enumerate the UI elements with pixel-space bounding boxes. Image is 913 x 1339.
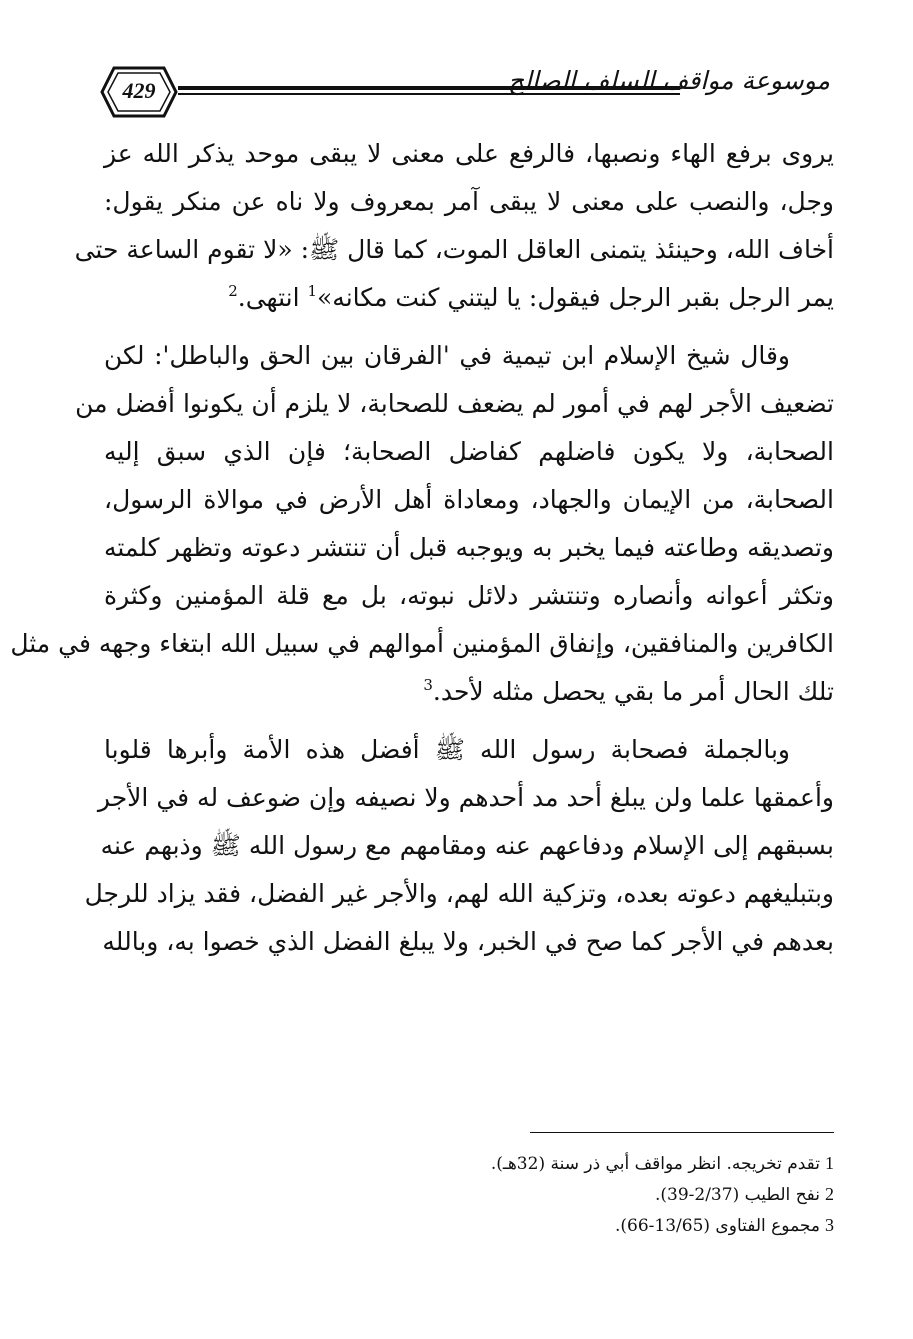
footnote-text: تقدم تخريجه. انظر مواقف أبي ذر سنة (32هـ). [490,1154,820,1174]
text-line: وبتبليغهم دعوته بعده، وتزكية الله لهم، والأجر غير الفضل، فقد يزاد للرجل [84,879,834,908]
text-line: وقال شيخ الإسلام ابن تيمية في 'الفرقان بين الحق والباطل': لكن [104,341,790,370]
text-line: وتصديقه وطاعته فيما يخبر به ويوجبه قبل أن تنتشر دعوته وتظهر كلمته [104,533,834,562]
footnote-ref[interactable]: 1 [307,282,318,300]
footnote-text: مجموع الفتاوى (13/65-66). [614,1216,820,1236]
text-line: الصحابة، ولا يكون فاضلهم كفاضل الصحابة؛ فإن الذي سبق إليه [104,437,834,466]
footnote [404,1148,834,1179]
text-line: الكافرين والمنافقين، وإنفاق المؤمنين أموالهم في سبيل الله ابتغاء وجهه في مثل [10,629,834,658]
text-span: انتهى. [237,283,308,312]
footnote-separator [530,1132,834,1133]
footnote-number: 2 [825,1184,834,1204]
text-line: وجل، والنصب على معنى لا يبقى آمر بمعروف ولا ناه عن منكر يقول: [104,187,834,216]
text-span: تلك الحال أمر ما بقي يحصل مثله لأحد. [432,677,834,706]
footnote-text: نفح الطيب (2/37-39). [654,1185,820,1205]
text-line: بعدهم في الأجر كما صح في الخبر، ولا يبلغ الفضل الذي خصوا به، وبالله [102,927,834,956]
text-line: أخاف الله، وحينئذ يتمنى العاقل الموت، كما قال ﷺ: «لا تقوم الساعة حتى [74,235,834,264]
footnote [404,1210,834,1241]
page-number: 429 [122,78,156,103]
footnotes [404,1148,834,1241]
text-line: بسبقهم إلى الإسلام ودفاعهم عنه ومقامهم مع رسول الله ﷺ وذبهم عنه [100,831,834,860]
text-line [104,274,834,322]
text-line: الصحابة، من الإيمان والجهاد، ومعاداة أهل الأرض في موالاة الرسول، [104,485,834,514]
text-line: يروى برفع الهاء ونصبها، فالرفع على معنى لا يبقى موحد يذكر الله عز [104,139,834,168]
page-header [100,62,830,126]
footnote [404,1179,834,1210]
footnote-number: 1 [825,1153,834,1173]
series-title: موسوعة مواقف السلف الصالح [507,66,830,95]
main-text [10,130,834,966]
footnote-number: 3 [825,1215,834,1235]
text-line: وأعمقها علما ولن يبلغ أحد مد أحدهم ولا نصيفه وإن ضوعف له في الأجر [97,783,834,812]
text-span: يمر الرجل بقبر الرجل فيقول: يا ليتني كنت مكانه» [317,283,834,312]
text-line [104,668,834,716]
footnote-ref[interactable]: 3 [423,676,433,694]
text-line: وتكثر أعوانه وأنصاره وتنتشر دلائل نبوته، بل مع قلة المؤمنين وكثرة [104,581,834,610]
text-line: وبالجملة فصحابة رسول الله ﷺ أفضل هذه الأمة وأبرها قلوبا [104,735,790,764]
page-number-badge [100,66,178,118]
text-line: تضعيف الأجر لهم في أمور لم يضعف للصحابة، لا يلزم أن يكونوا أفضل من [75,389,834,418]
footnote-ref[interactable]: 2 [228,282,238,300]
